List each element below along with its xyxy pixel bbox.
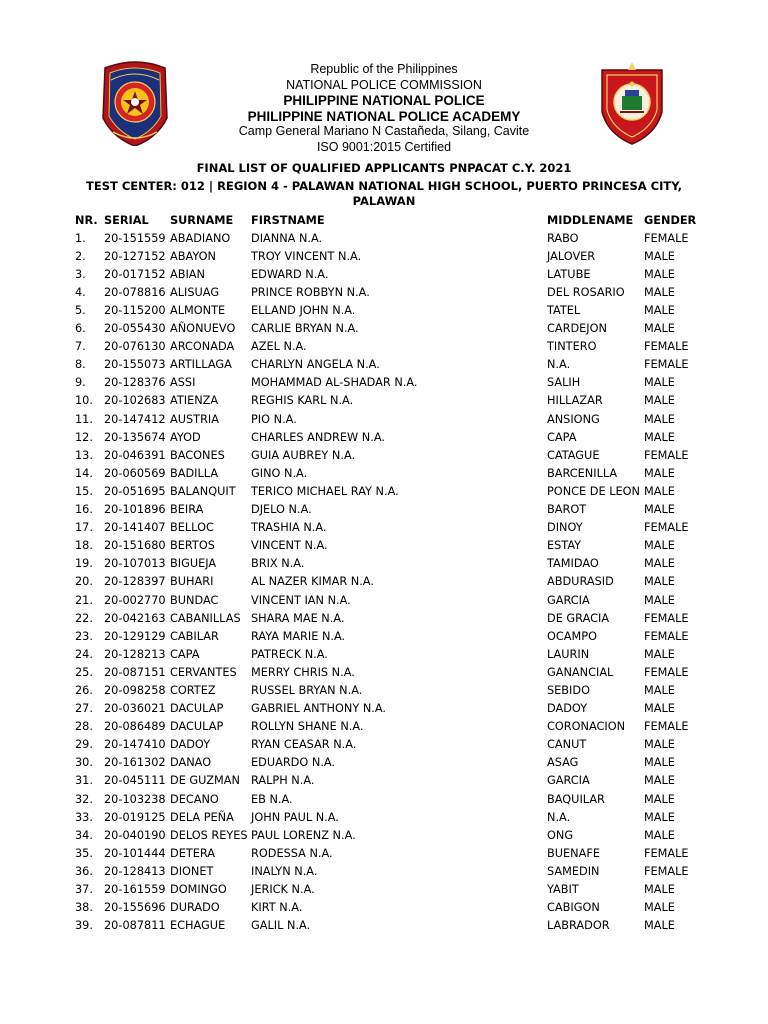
cell-nr: 8.: [75, 358, 86, 372]
cell-serial: 20-055430: [104, 322, 166, 336]
cell-middlename: CABIGON: [547, 901, 600, 915]
cell-nr: 39.: [75, 919, 93, 933]
letterhead: [0, 58, 768, 158]
cell-surname: CABANILLAS: [170, 611, 241, 625]
cell-middlename: N.A.: [547, 810, 571, 824]
cell-serial: 20-098258: [104, 683, 166, 697]
table-row: [75, 772, 704, 790]
letterhead-line-pnp: PHILIPPINE NATIONAL POLICE: [283, 93, 485, 108]
cell-middlename: N.A.: [547, 358, 571, 372]
cell-serial: 20-161302: [104, 756, 166, 770]
table-row: [75, 681, 704, 699]
cell-surname: ABIAN: [170, 267, 205, 281]
cell-middlename: TINTERO: [547, 340, 597, 354]
cell-serial: 20-161559: [104, 883, 166, 897]
cell-nr: 38.: [75, 901, 93, 915]
cell-middlename: ASAG: [547, 756, 579, 770]
cell-surname: ATIENZA: [170, 394, 219, 408]
table-row: [75, 446, 704, 464]
test-center-line-2: PALAWAN: [352, 194, 416, 208]
cell-firstname: TROY VINCENT N.A.: [251, 249, 362, 263]
cell-gender: FEMALE: [644, 720, 689, 734]
cell-middlename: BARCENILLA: [547, 466, 618, 480]
cell-gender: FEMALE: [644, 340, 689, 354]
cell-nr: 4.: [75, 285, 86, 299]
cell-serial: 20-128413: [104, 864, 166, 878]
cell-firstname: SHARA MAE N.A.: [251, 611, 345, 625]
cell-nr: 30.: [75, 756, 93, 770]
table-row: [75, 808, 704, 826]
pnp-seal-icon: [97, 58, 173, 146]
cell-gender: FEMALE: [644, 864, 689, 878]
cell-gender: MALE: [644, 412, 675, 426]
cell-middlename: BUENAFE: [547, 846, 600, 860]
cell-middlename: HILLAZAR: [547, 394, 603, 408]
cell-gender: MALE: [644, 249, 675, 263]
letterhead-line-iso: ISO 9001:2015 Certified: [316, 139, 452, 154]
cell-nr: 17.: [75, 521, 93, 535]
cell-nr: 16.: [75, 503, 93, 517]
table-row: [75, 844, 704, 862]
test-center-heading: [40, 179, 728, 209]
cell-middlename: GARCIA: [547, 774, 590, 788]
table-row: [75, 899, 704, 917]
cell-middlename: SAMEDIN: [547, 864, 600, 878]
cell-gender: MALE: [644, 774, 675, 788]
table-row: [75, 537, 704, 555]
cell-gender: MALE: [644, 756, 675, 770]
cell-gender: MALE: [644, 484, 675, 498]
cell-firstname: RYAN CEASAR N.A.: [251, 738, 357, 752]
cell-nr: 28.: [75, 720, 93, 734]
cell-firstname: VINCENT N.A.: [251, 539, 328, 553]
table-row: [75, 645, 704, 663]
cell-serial: 20-087811: [104, 919, 166, 933]
cell-nr: 3.: [75, 267, 86, 281]
cell-middlename: CANUT: [547, 738, 587, 752]
cell-middlename: DINOY: [547, 521, 583, 535]
table-row: [75, 663, 704, 681]
cell-serial: 20-040190: [104, 828, 166, 842]
cell-firstname: AZEL N.A.: [251, 340, 307, 354]
letterhead-text: [200, 62, 568, 155]
cell-firstname: INALYN N.A.: [251, 864, 318, 878]
table-row: [75, 790, 704, 808]
cell-serial: 20-128376: [104, 376, 166, 390]
cell-firstname: PRINCE ROBBYN N.A.: [251, 285, 370, 299]
cell-middlename: GANANCIAL: [547, 665, 614, 679]
table-row: [75, 464, 704, 482]
cell-nr: 21.: [75, 593, 93, 607]
table-row: [75, 591, 704, 609]
cell-nr: 29.: [75, 738, 93, 752]
cell-serial: 20-101444: [104, 846, 166, 860]
cell-surname: DACULAP: [170, 720, 224, 734]
cell-middlename: DEL ROSARIO: [547, 285, 625, 299]
letterhead-line-republic: Republic of the Philippines: [310, 62, 458, 76]
cell-firstname: REGHIS KARL N.A.: [251, 394, 354, 408]
cell-surname: ALMONTE: [170, 304, 226, 318]
cell-middlename: SEBIDO: [547, 683, 590, 697]
cell-surname: DECANO: [170, 792, 219, 806]
cell-gender: MALE: [644, 322, 675, 336]
cell-firstname: PATRECK N.A.: [251, 647, 328, 661]
document-title: FINAL LIST OF QUALIFIED APPLICANTS PNPACAT C.Y. 2021: [196, 161, 572, 175]
header-serial: SERIAL: [104, 213, 149, 227]
cell-nr: 12.: [75, 430, 93, 444]
cell-firstname: RALPH N.A.: [251, 774, 315, 788]
cell-gender: FEMALE: [644, 231, 689, 245]
table-row: [75, 428, 704, 446]
cell-nr: 32.: [75, 792, 93, 806]
table-row: [75, 501, 704, 519]
cell-nr: 10.: [75, 394, 93, 408]
cell-nr: 35.: [75, 846, 93, 860]
cell-middlename: JALOVER: [547, 249, 596, 263]
cell-serial: 20-076130: [104, 340, 166, 354]
cell-middlename: CARDEJON: [547, 322, 607, 336]
cell-surname: ECHAGUE: [170, 919, 226, 933]
cell-nr: 33.: [75, 810, 93, 824]
cell-gender: MALE: [644, 575, 675, 589]
table-row: [75, 627, 704, 645]
cell-middlename: ESTAY: [547, 539, 582, 553]
table-row: [75, 320, 704, 338]
cell-firstname: EDUARDO N.A.: [251, 756, 336, 770]
table-row: [75, 700, 704, 718]
cell-surname: BADILLA: [170, 466, 219, 480]
cell-nr: 25.: [75, 665, 93, 679]
cell-gender: MALE: [644, 828, 675, 842]
cell-firstname: KIRT N.A.: [251, 901, 303, 915]
cell-serial: 20-042163: [104, 611, 166, 625]
cell-surname: DOMINGO: [170, 883, 227, 897]
cell-firstname: BRIX N.A.: [251, 557, 305, 571]
cell-middlename: ABDURASID: [547, 575, 614, 589]
cell-gender: MALE: [644, 647, 675, 661]
cell-firstname: CARLIE BRYAN N.A.: [251, 322, 359, 336]
cell-gender: MALE: [644, 919, 675, 933]
test-center-line-1: TEST CENTER: 012 | REGION 4 - PALAWAN NATIONAL HIGH SCHOOL, PUERTO PRINCESA CITY,: [86, 179, 682, 193]
cell-middlename: BAROT: [547, 503, 587, 517]
cell-surname: DIONET: [170, 864, 214, 878]
cell-middlename: TAMIDAO: [547, 557, 599, 571]
cell-surname: CABILAR: [170, 629, 219, 643]
cell-firstname: CHARLYN ANGELA N.A.: [251, 358, 380, 372]
cell-serial: 20-045111: [104, 774, 166, 788]
header-surname: SURNAME: [170, 213, 234, 227]
cell-middlename: OCAMPO: [547, 629, 597, 643]
cell-surname: DETERA: [170, 846, 215, 860]
table-row: [75, 519, 704, 537]
table-row: [75, 356, 704, 374]
cell-surname: DANAO: [170, 756, 212, 770]
cell-middlename: LATUBE: [547, 267, 591, 281]
table-row: [75, 374, 704, 392]
cell-nr: 2.: [75, 249, 86, 263]
cell-nr: 14.: [75, 466, 93, 480]
cell-nr: 24.: [75, 647, 93, 661]
cell-middlename: BAQUILAR: [547, 792, 605, 806]
cell-serial: 20-051695: [104, 484, 166, 498]
table-row: [75, 247, 704, 265]
cell-serial: 20-128397: [104, 575, 166, 589]
cell-nr: 15.: [75, 484, 93, 498]
cell-middlename: CATAGUE: [547, 448, 600, 462]
cell-serial: 20-036021: [104, 702, 166, 716]
cell-gender: MALE: [644, 738, 675, 752]
cell-middlename: LABRADOR: [547, 919, 610, 933]
cell-firstname: JOHN PAUL N.A.: [251, 810, 339, 824]
cell-surname: BEIRA: [170, 503, 204, 517]
cell-surname: BIGUEJA: [170, 557, 217, 571]
cell-surname: ABAYON: [170, 249, 216, 263]
cell-firstname: MERRY CHRIS N.A.: [251, 665, 355, 679]
table-row: [75, 917, 704, 935]
cell-firstname: RAYA MARIE N.A.: [251, 629, 346, 643]
cell-serial: 20-128213: [104, 647, 166, 661]
cell-surname: DELOS REYES: [170, 828, 248, 842]
cell-surname: ARTILLAGA: [170, 358, 232, 372]
cell-nr: 13.: [75, 448, 93, 462]
cell-gender: FEMALE: [644, 448, 689, 462]
cell-firstname: TERICO MICHAEL RAY N.A.: [251, 484, 399, 498]
cell-middlename: ANSIONG: [547, 412, 600, 426]
cell-firstname: CHARLES ANDREW N.A.: [251, 430, 385, 444]
cell-surname: AYOD: [170, 430, 201, 444]
cell-gender: MALE: [644, 883, 675, 897]
cell-gender: MALE: [644, 792, 675, 806]
cell-gender: FEMALE: [644, 521, 689, 535]
pnpa-seal-icon: [596, 58, 668, 146]
cell-serial: 20-060569: [104, 466, 166, 480]
cell-firstname: GABRIEL ANTHONY N.A.: [251, 702, 387, 716]
cell-nr: 37.: [75, 883, 93, 897]
cell-surname: DURADO: [170, 901, 220, 915]
cell-firstname: GINO N.A.: [251, 466, 308, 480]
cell-serial: 20-102683: [104, 394, 166, 408]
cell-middlename: ONG: [547, 828, 574, 842]
cell-gender: MALE: [644, 901, 675, 915]
cell-middlename: PONCE DE LEON: [547, 484, 640, 498]
cell-gender: FEMALE: [644, 358, 689, 372]
cell-serial: 20-019125: [104, 810, 166, 824]
cell-surname: ABADIANO: [170, 231, 231, 245]
cell-nr: 9.: [75, 376, 86, 390]
header-gender: GENDER: [644, 213, 697, 227]
cell-nr: 34.: [75, 828, 93, 842]
table-row: [75, 862, 704, 880]
cell-nr: 36.: [75, 864, 93, 878]
cell-gender: MALE: [644, 430, 675, 444]
cell-serial: 20-107013: [104, 557, 166, 571]
cell-nr: 26.: [75, 683, 93, 697]
letterhead-line-address: Camp General Mariano N Castañeda, Silang, Cavite: [238, 124, 530, 138]
cell-gender: MALE: [644, 304, 675, 318]
table-body: [75, 229, 704, 935]
cell-serial: 20-103238: [104, 792, 166, 806]
cell-gender: MALE: [644, 683, 675, 697]
cell-surname: CERVANTES: [170, 665, 237, 679]
table-row: [75, 392, 704, 410]
cell-nr: 5.: [75, 304, 86, 318]
cell-firstname: GALIL N.A.: [251, 919, 311, 933]
cell-serial: 20-155696: [104, 901, 166, 915]
cell-surname: BUNDAC: [170, 593, 219, 607]
header-middlename: MIDDLENAME: [547, 213, 634, 227]
table-row: [75, 718, 704, 736]
cell-serial: 20-017152: [104, 267, 166, 281]
cell-surname: DACULAP: [170, 702, 224, 716]
cell-serial: 20-087151: [104, 665, 166, 679]
cell-surname: ALISUAG: [170, 285, 220, 299]
cell-surname: CORTEZ: [170, 683, 216, 697]
cell-surname: BELLOC: [170, 521, 214, 535]
cell-nr: 23.: [75, 629, 93, 643]
cell-serial: 20-086489: [104, 720, 166, 734]
cell-firstname: RODESSA N.A.: [251, 846, 333, 860]
cell-gender: FEMALE: [644, 611, 689, 625]
cell-serial: 20-155073: [104, 358, 166, 372]
cell-nr: 20.: [75, 575, 93, 589]
cell-gender: MALE: [644, 285, 675, 299]
cell-serial: 20-078816: [104, 285, 166, 299]
table-row: [75, 410, 704, 428]
cell-firstname: PIO N.A.: [251, 412, 297, 426]
cell-firstname: EDWARD N.A.: [251, 267, 329, 281]
cell-nr: 1.: [75, 231, 86, 245]
cell-surname: BUHARI: [170, 575, 214, 589]
cell-surname: BERTOS: [170, 539, 215, 553]
header-firstname: FIRSTNAME: [251, 213, 325, 227]
cell-gender: FEMALE: [644, 665, 689, 679]
letterhead-line-napolcom: NATIONAL POLICE COMMISSION: [286, 77, 482, 92]
cell-middlename: DE GRACIA: [547, 611, 610, 625]
cell-middlename: RABO: [547, 231, 579, 245]
cell-middlename: DADOY: [547, 702, 588, 716]
cell-firstname: VINCENT IAN N.A.: [251, 593, 351, 607]
cell-surname: BALANQUIT: [170, 484, 236, 498]
cell-gender: MALE: [644, 394, 675, 408]
table-row: [75, 754, 704, 772]
cell-nr: 7.: [75, 340, 86, 354]
cell-gender: MALE: [644, 539, 675, 553]
cell-middlename: CORONACION: [547, 720, 626, 734]
cell-firstname: GUIA AUBREY N.A.: [251, 448, 356, 462]
cell-firstname: DIANNA N.A.: [251, 231, 323, 245]
cell-nr: 11.: [75, 412, 93, 426]
cell-middlename: SALIH: [547, 376, 581, 390]
table-row: [75, 880, 704, 898]
cell-nr: 19.: [75, 557, 93, 571]
table-row: [75, 229, 704, 247]
cell-gender: MALE: [644, 503, 675, 517]
cell-firstname: JERICK N.A.: [251, 883, 315, 897]
cell-serial: 20-127152: [104, 249, 166, 263]
cell-gender: MALE: [644, 267, 675, 281]
cell-surname: DADOY: [170, 738, 211, 752]
table-row: [75, 736, 704, 754]
cell-serial: 20-046391: [104, 448, 166, 462]
cell-firstname: DJELO N.A.: [251, 503, 312, 517]
cell-serial: 20-151680: [104, 539, 166, 553]
cell-serial: 20-101896: [104, 503, 166, 517]
table-row: [75, 826, 704, 844]
table-row: [75, 609, 704, 627]
cell-surname: DE GUZMAN: [170, 774, 240, 788]
table-header-row: [75, 211, 704, 229]
applicants-table: [75, 211, 704, 935]
cell-surname: AÑONUEVO: [170, 322, 236, 336]
cell-gender: MALE: [644, 557, 675, 571]
cell-gender: FEMALE: [644, 629, 689, 643]
cell-serial: 20-115200: [104, 304, 166, 318]
cell-gender: MALE: [644, 702, 675, 716]
table-row: [75, 555, 704, 573]
cell-firstname: TRASHIA N.A.: [251, 521, 327, 535]
cell-nr: 31.: [75, 774, 93, 788]
cell-surname: DELA PEÑA: [170, 810, 234, 824]
letterhead-line-pnpa: PHILIPPINE NATIONAL POLICE ACADEMY: [247, 108, 521, 124]
cell-firstname: ELLAND JOHN N.A.: [251, 304, 356, 318]
cell-serial: 20-147410: [104, 738, 166, 752]
cell-serial: 20-151559: [104, 231, 166, 245]
cell-gender: MALE: [644, 810, 675, 824]
cell-serial: 20-002770: [104, 593, 166, 607]
table-row: [75, 265, 704, 283]
cell-surname: CAPA: [170, 647, 200, 661]
cell-firstname: EB N.A.: [251, 792, 293, 806]
table-row: [75, 482, 704, 500]
cell-middlename: GARCIA: [547, 593, 590, 607]
table-row: [75, 301, 704, 319]
cell-surname: ARCONADA: [170, 340, 235, 354]
cell-surname: ASSI: [170, 376, 196, 390]
cell-serial: 20-141407: [104, 521, 166, 535]
table-row: [75, 338, 704, 356]
cell-nr: 18.: [75, 539, 93, 553]
cell-nr: 22.: [75, 611, 93, 625]
header-nr: NR.: [75, 213, 98, 227]
cell-gender: MALE: [644, 466, 675, 480]
cell-firstname: RUSSEL BRYAN N.A.: [251, 683, 363, 697]
cell-nr: 6.: [75, 322, 86, 336]
cell-serial: 20-129129: [104, 629, 166, 643]
cell-gender: MALE: [644, 593, 675, 607]
cell-middlename: CAPA: [547, 430, 577, 444]
cell-firstname: PAUL LORENZ N.A.: [251, 828, 356, 842]
cell-nr: 27.: [75, 702, 93, 716]
table-row: [75, 283, 704, 301]
cell-surname: BACONES: [170, 448, 225, 462]
cell-middlename: YABIT: [547, 883, 579, 897]
cell-serial: 20-135674: [104, 430, 166, 444]
cell-firstname: AL NAZER KIMAR N.A.: [251, 575, 374, 589]
cell-middlename: LAURIN: [547, 647, 590, 661]
cell-serial: 20-147412: [104, 412, 166, 426]
table-row: [75, 573, 704, 591]
cell-gender: FEMALE: [644, 846, 689, 860]
cell-firstname: ROLLYN SHANE N.A.: [251, 720, 364, 734]
cell-gender: MALE: [644, 376, 675, 390]
cell-surname: AUSTRIA: [170, 412, 219, 426]
cell-middlename: TATEL: [547, 304, 581, 318]
cell-firstname: MOHAMMAD AL-SHADAR N.A.: [251, 376, 418, 390]
